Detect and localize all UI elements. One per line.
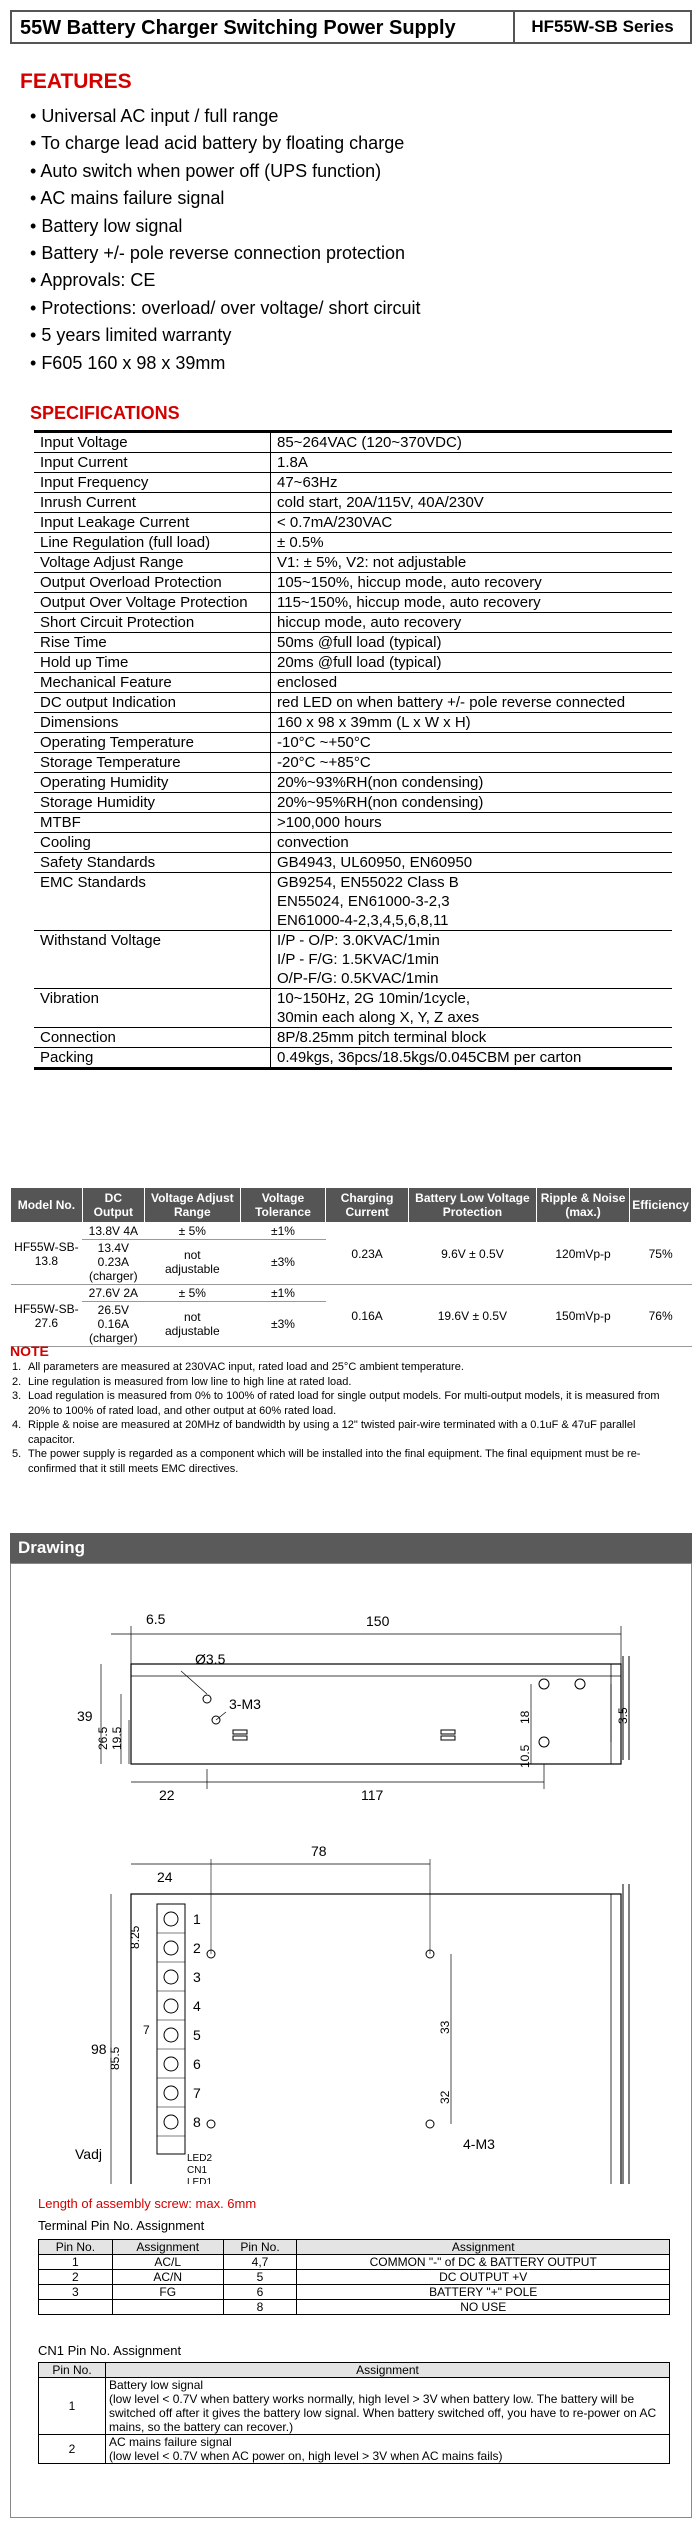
voltage-tolerance: ±1%: [240, 1223, 325, 1240]
terminal-number: 3: [193, 1969, 201, 1985]
spec-value: enclosed: [271, 673, 673, 693]
cn1-header-row: [39, 2363, 670, 2378]
voltage-adjust: not adjustable: [144, 1302, 240, 1347]
spec-row: [34, 613, 672, 633]
model-column-header: Voltage Adjust Range: [144, 1188, 240, 1223]
feature-item: • To charge lead acid battery by floating charge: [30, 130, 421, 157]
terminal-screw: [164, 1970, 178, 1984]
spec-value: 85~264VAC (120~370VDC): [271, 432, 673, 453]
spec-key: Hold up Time: [34, 653, 271, 673]
spec-row: [34, 693, 672, 713]
model-column-header: Ripple & Noise (max.): [536, 1188, 629, 1223]
model-row: [11, 1223, 692, 1240]
terminal-cell: NO USE: [297, 2300, 670, 2315]
spec-value: I/P - O/P: 3.0KVAC/1min I/P - F/G: 1.5KVAC/1min O/P-F/G: 0.5KVAC/1min: [271, 931, 673, 989]
note-number: 5.: [12, 1448, 22, 1460]
spec-value: convection: [271, 833, 673, 853]
spec-value: V1: ± 5%, V2: not adjustable: [271, 553, 673, 573]
spec-value: 20%~93%RH(non condensing): [271, 773, 673, 793]
spec-row: [34, 493, 672, 513]
spec-value: GB9254, EN55022 Class B EN55024, EN61000-3-2,3 EN61000-4-2,3,4,5,6,8,11: [271, 873, 673, 931]
spec-value: < 0.7mA/230VAC: [271, 513, 673, 533]
terminal-cell: 2: [39, 2270, 113, 2285]
dim-85-5: 85.5: [108, 2046, 122, 2070]
spec-value: ± 0.5%: [271, 533, 673, 553]
note-item: 5. The power supply is regarded as a component which will be installed into the final equipment. The final equipment must be re-confirmed that it still meets EMC directives.: [12, 1448, 641, 1475]
feature-item: • F605 160 x 98 x 39mm: [30, 350, 421, 377]
spec-row: [34, 931, 672, 989]
side-view: [77, 1611, 630, 1803]
spec-key: DC output Indication: [34, 693, 271, 713]
spec-value: red LED on when battery +/- pole reverse connected: [271, 693, 673, 713]
cn1-column-header: Assignment: [106, 2363, 670, 2378]
note-number: 4.: [12, 1419, 22, 1431]
models-header-row: [11, 1188, 692, 1223]
dim-32: 32: [438, 2090, 452, 2104]
page-title: 55W Battery Charger Switching Power Supply: [20, 17, 456, 39]
spec-row: [34, 873, 672, 931]
spec-value: GB4943, UL60950, EN60950: [271, 853, 673, 873]
dim-24: 24: [157, 1869, 173, 1885]
spec-value: 8P/8.25mm pitch terminal block: [271, 1028, 673, 1048]
feature-item: • Universal AC input / full range: [30, 103, 421, 130]
dim-19-5: 19.5: [110, 1726, 124, 1750]
led2-label: LED2: [187, 2153, 213, 2164]
terminal-cell: 6: [223, 2285, 297, 2300]
spec-row: [34, 989, 672, 1028]
spec-key: MTBF: [34, 813, 271, 833]
features-list: [30, 103, 421, 377]
spec-value: 105~150%, hiccup mode, auto recovery: [271, 573, 673, 593]
terminal-row: [39, 2255, 670, 2270]
terminal-cell: FG: [112, 2285, 223, 2300]
terminal-block: [157, 1911, 201, 2136]
model-number: HF55W-SB-27.6: [11, 1285, 83, 1347]
cn1-table-title: CN1 Pin No. Assignment: [38, 2343, 182, 2358]
model-row: [11, 1285, 692, 1302]
terminal-table-title: Terminal Pin No. Assignment: [38, 2218, 205, 2233]
terminal-number: 4: [193, 1998, 201, 2014]
notes-list: [12, 1360, 682, 1476]
note-number: 1.: [12, 1361, 22, 1373]
spec-row: [34, 713, 672, 733]
terminal-number: 5: [193, 2027, 201, 2043]
terminal-screw: [164, 2057, 178, 2071]
spec-key: Input Frequency: [34, 473, 271, 493]
cn1-assignment: Battery low signal (low level < 0.7V when battery works normally, high level > 3V when battery low. The battery will be switched off after it gives the battery low signal. When battery switched off, you have to re-power on AC mains, so the battery can recover.): [106, 2378, 670, 2435]
dim-39: 39: [77, 1708, 93, 1724]
terminal-screw: [164, 2086, 178, 2100]
spec-key: Operating Humidity: [34, 773, 271, 793]
dim-26-5: 26.5: [96, 1726, 110, 1750]
spec-key: Cooling: [34, 833, 271, 853]
drawing-header: Drawing: [10, 1533, 692, 1563]
note-item: 4. Ripple & noise are measured at 20MHz of bandwidth by using a 12" twisted pair-wire terminated with a 0.1uF & 47uF parallel capacitor.: [12, 1419, 636, 1446]
terminal-row: [39, 2300, 670, 2315]
terminal-row: [39, 2285, 670, 2300]
spec-key: EMC Standards: [34, 873, 271, 931]
spec-key: Voltage Adjust Range: [34, 553, 271, 573]
spec-row: [34, 813, 672, 833]
spec-key: Input Voltage: [34, 432, 271, 453]
dim-4-m3: 4-M3: [463, 2136, 495, 2152]
dim-78: 78: [311, 1843, 327, 1859]
spec-key: Rise Time: [34, 633, 271, 653]
dim-3-m3: 3-M3: [229, 1696, 261, 1712]
dim-117: 117: [361, 1787, 384, 1803]
cn1-assignment: AC mains failure signal (low level < 0.7V when AC power on, high level > 3V when AC mains fails): [106, 2435, 670, 2464]
spec-value: hiccup mode, auto recovery: [271, 613, 673, 633]
spec-value: -20°C ~+85°C: [271, 753, 673, 773]
cn1-pin: 1: [39, 2378, 106, 2435]
spec-value: 115~150%, hiccup mode, auto recovery: [271, 593, 673, 613]
spec-row: [34, 1028, 672, 1048]
dim-8-25: 8.25: [128, 1925, 142, 1949]
cn1-row: [39, 2378, 670, 2435]
terminal-cell: [112, 2300, 223, 2315]
spec-key: Packing: [34, 1048, 271, 1069]
spec-row: [34, 513, 672, 533]
note-item: 2. Line regulation is measured from low line to high line at rated load.: [12, 1375, 352, 1388]
note-number: 2.: [12, 1375, 22, 1388]
charging-current: 0.16A: [326, 1285, 409, 1347]
voltage-adjust: ± 5%: [144, 1223, 240, 1240]
terminal-cell: 3: [39, 2285, 113, 2300]
cn1-label: CN1: [187, 2165, 208, 2176]
terminal-screw: [164, 2115, 178, 2129]
efficiency: 75%: [630, 1223, 692, 1285]
spec-key: Safety Standards: [34, 853, 271, 873]
spec-row: [34, 733, 672, 753]
spec-value: 50ms @full load (typical): [271, 633, 673, 653]
terminal-screw: [164, 1999, 178, 2013]
spec-key: Dimensions: [34, 713, 271, 733]
terminal-column-header: Assignment: [112, 2240, 223, 2255]
spec-row: [34, 593, 672, 613]
feature-item: • Battery low signal: [30, 213, 421, 240]
terminal-cell: 4,7: [223, 2255, 297, 2270]
spec-row: [34, 673, 672, 693]
model-column-header: Battery Low Voltage Protection: [409, 1188, 537, 1223]
dim-6-5: 6.5: [146, 1611, 166, 1627]
spec-row: [34, 573, 672, 593]
terminal-number: 2: [193, 1940, 201, 1956]
vadj-label: Vadj: [75, 2146, 102, 2162]
terminal-cell: COMMON "-" of DC & BATTERY OUTPUT: [297, 2255, 670, 2270]
spec-row: [34, 653, 672, 673]
terminal-cell: AC/N: [112, 2270, 223, 2285]
mechanical-drawing: [11, 1564, 691, 2184]
page-header: [10, 10, 692, 44]
spec-value: -10°C ~+50°C: [271, 733, 673, 753]
spec-row: [34, 793, 672, 813]
terminal-column-header: Pin No.: [223, 2240, 297, 2255]
spec-value: >100,000 hours: [271, 813, 673, 833]
led1-label: LED1: [187, 2177, 213, 2184]
terminal-screw: [164, 1941, 178, 1955]
spec-value: 160 x 98 x 39mm (L x W x H): [271, 713, 673, 733]
note-item: 1. All parameters are measured at 230VAC input, rated load and 25°C ambient temperature.: [12, 1361, 464, 1373]
spec-key: Inrush Current: [34, 493, 271, 513]
spec-value: 10~150Hz, 2G 10min/1cycle, 30min each along X, Y, Z axes: [271, 989, 673, 1028]
ripple-noise: 120mVp-p: [536, 1223, 629, 1285]
model-column-header: Voltage Tolerance: [240, 1188, 325, 1223]
terminal-cell: 8: [223, 2300, 297, 2315]
efficiency: 76%: [630, 1285, 692, 1347]
cn1-column-header: Pin No.: [39, 2363, 106, 2378]
spec-key: Vibration: [34, 989, 271, 1028]
ripple-noise: 150mVp-p: [536, 1285, 629, 1347]
spec-row: [34, 633, 672, 653]
spec-row: [34, 853, 672, 873]
feature-item: • Protections: overload/ over voltage/ short circuit: [30, 295, 421, 322]
dim-22: 22: [159, 1787, 175, 1803]
spec-row: [34, 1048, 672, 1069]
feature-item: • Approvals: CE: [30, 267, 421, 294]
dim-3-5-side: 3.5: [616, 1707, 630, 1724]
spec-row: [34, 533, 672, 553]
spec-row: [34, 432, 672, 453]
voltage-adjust: ± 5%: [144, 1285, 240, 1302]
terminal-column-header: Assignment: [297, 2240, 670, 2255]
terminal-cell: AC/L: [112, 2255, 223, 2270]
dim-18: 18: [518, 1710, 532, 1724]
model-column-header: Model No.: [11, 1188, 83, 1223]
spec-key: Short Circuit Protection: [34, 613, 271, 633]
terminal-number: 6: [193, 2056, 201, 2072]
feature-item: • Battery +/- pole reverse connection protection: [30, 240, 421, 267]
cn1-pin: 2: [39, 2435, 106, 2464]
spec-key: Storage Temperature: [34, 753, 271, 773]
terminal-cell: 5: [223, 2270, 297, 2285]
spec-value: cold start, 20A/115V, 40A/230V: [271, 493, 673, 513]
note-number: 3.: [12, 1390, 22, 1402]
terminal-cell: [39, 2300, 113, 2315]
spec-value: 47~63Hz: [271, 473, 673, 493]
specs-title: SPECIFICATIONS: [30, 403, 180, 423]
spec-key: Mechanical Feature: [34, 673, 271, 693]
spec-row: [34, 833, 672, 853]
spec-key: Input Current: [34, 453, 271, 473]
terminal-number: 8: [193, 2114, 201, 2130]
model-column-header: DC Output: [82, 1188, 144, 1223]
spec-row: [34, 753, 672, 773]
terminal-number: 1: [193, 1911, 201, 1927]
spec-row: [34, 453, 672, 473]
spec-key: Output Overload Protection: [34, 573, 271, 593]
spec-key: Operating Temperature: [34, 733, 271, 753]
cn1-pin-table: [38, 2362, 670, 2464]
terminal-number: 7: [193, 2085, 201, 2101]
features-title: FEATURES: [20, 70, 132, 93]
voltage-tolerance: ±1%: [240, 1285, 325, 1302]
terminal-cell: 1: [39, 2255, 113, 2270]
voltage-adjust: not adjustable: [144, 1240, 240, 1285]
spec-key: Connection: [34, 1028, 271, 1048]
terminal-column-header: Pin No.: [39, 2240, 113, 2255]
terminal-pin-table: [38, 2239, 670, 2315]
feature-item: • AC mains failure signal: [30, 185, 421, 212]
terminal-screw: [164, 2028, 178, 2042]
feature-item: • Auto switch when power off (UPS function): [30, 158, 421, 185]
spec-value: 20ms @full load (typical): [271, 653, 673, 673]
series-label: HF55W-SB Series: [513, 12, 690, 42]
dc-output: 26.5V 0.16A (charger): [82, 1302, 144, 1347]
dim-150: 150: [366, 1613, 390, 1629]
dc-output: 27.6V 2A: [82, 1285, 144, 1302]
battery-low-protection: 9.6V ± 0.5V: [409, 1223, 537, 1285]
dim-33: 33: [438, 2020, 452, 2034]
dc-output: 13.4V 0.23A (charger): [82, 1240, 144, 1285]
assembly-screw-note: Length of assembly screw: max. 6mm: [38, 2196, 257, 2211]
battery-low-protection: 19.6V ± 0.5V: [409, 1285, 537, 1347]
terminal-row: [39, 2270, 670, 2285]
spec-key: Input Leakage Current: [34, 513, 271, 533]
model-number: HF55W-SB-13.8: [11, 1223, 83, 1285]
spec-value: 0.49kgs, 36pcs/18.5kgs/0.045CBM per carton: [271, 1048, 673, 1069]
note-item: 3. Load regulation is measured from 0% to 100% of rated load for single output models. For multi-output models, it is measured from 20% to 100% of rated load, and other output at 60% rated load.: [12, 1390, 660, 1417]
terminal-cell: DC OUTPUT +V: [297, 2270, 670, 2285]
note-title: NOTE: [10, 1343, 49, 1359]
spec-key: Output Over Voltage Protection: [34, 593, 271, 613]
spec-key: Line Regulation (full load): [34, 533, 271, 553]
models-table: [10, 1187, 692, 1347]
terminal-cell: BATTERY "+" POLE: [297, 2285, 670, 2300]
spec-value: 20%~95%RH(non condensing): [271, 793, 673, 813]
terminal-screw: [164, 1912, 178, 1926]
spec-key: Withstand Voltage: [34, 931, 271, 989]
specifications-table: [34, 430, 672, 1070]
dim-10-5: 10.5: [518, 1744, 532, 1768]
model-column-header: Efficiency: [630, 1188, 692, 1223]
voltage-tolerance: ±3%: [240, 1302, 325, 1347]
model-column-header: Charging Current: [326, 1188, 409, 1223]
cn1-row: [39, 2435, 670, 2464]
voltage-tolerance: ±3%: [240, 1240, 325, 1285]
dim-hole-3-5: Ø3.5: [195, 1651, 226, 1667]
feature-item: • 5 years limited warranty: [30, 322, 421, 349]
spec-row: [34, 773, 672, 793]
spec-row: [34, 553, 672, 573]
spec-value: 1.8A: [271, 453, 673, 473]
terminal-header-row: [39, 2240, 670, 2255]
top-view: [67, 1843, 629, 2184]
dim-7: 7: [143, 2023, 150, 2037]
spec-row: [34, 473, 672, 493]
spec-key: Storage Humidity: [34, 793, 271, 813]
dim-98: 98: [91, 2041, 107, 2057]
charging-current: 0.23A: [326, 1223, 409, 1285]
dc-output: 13.8V 4A: [82, 1223, 144, 1240]
